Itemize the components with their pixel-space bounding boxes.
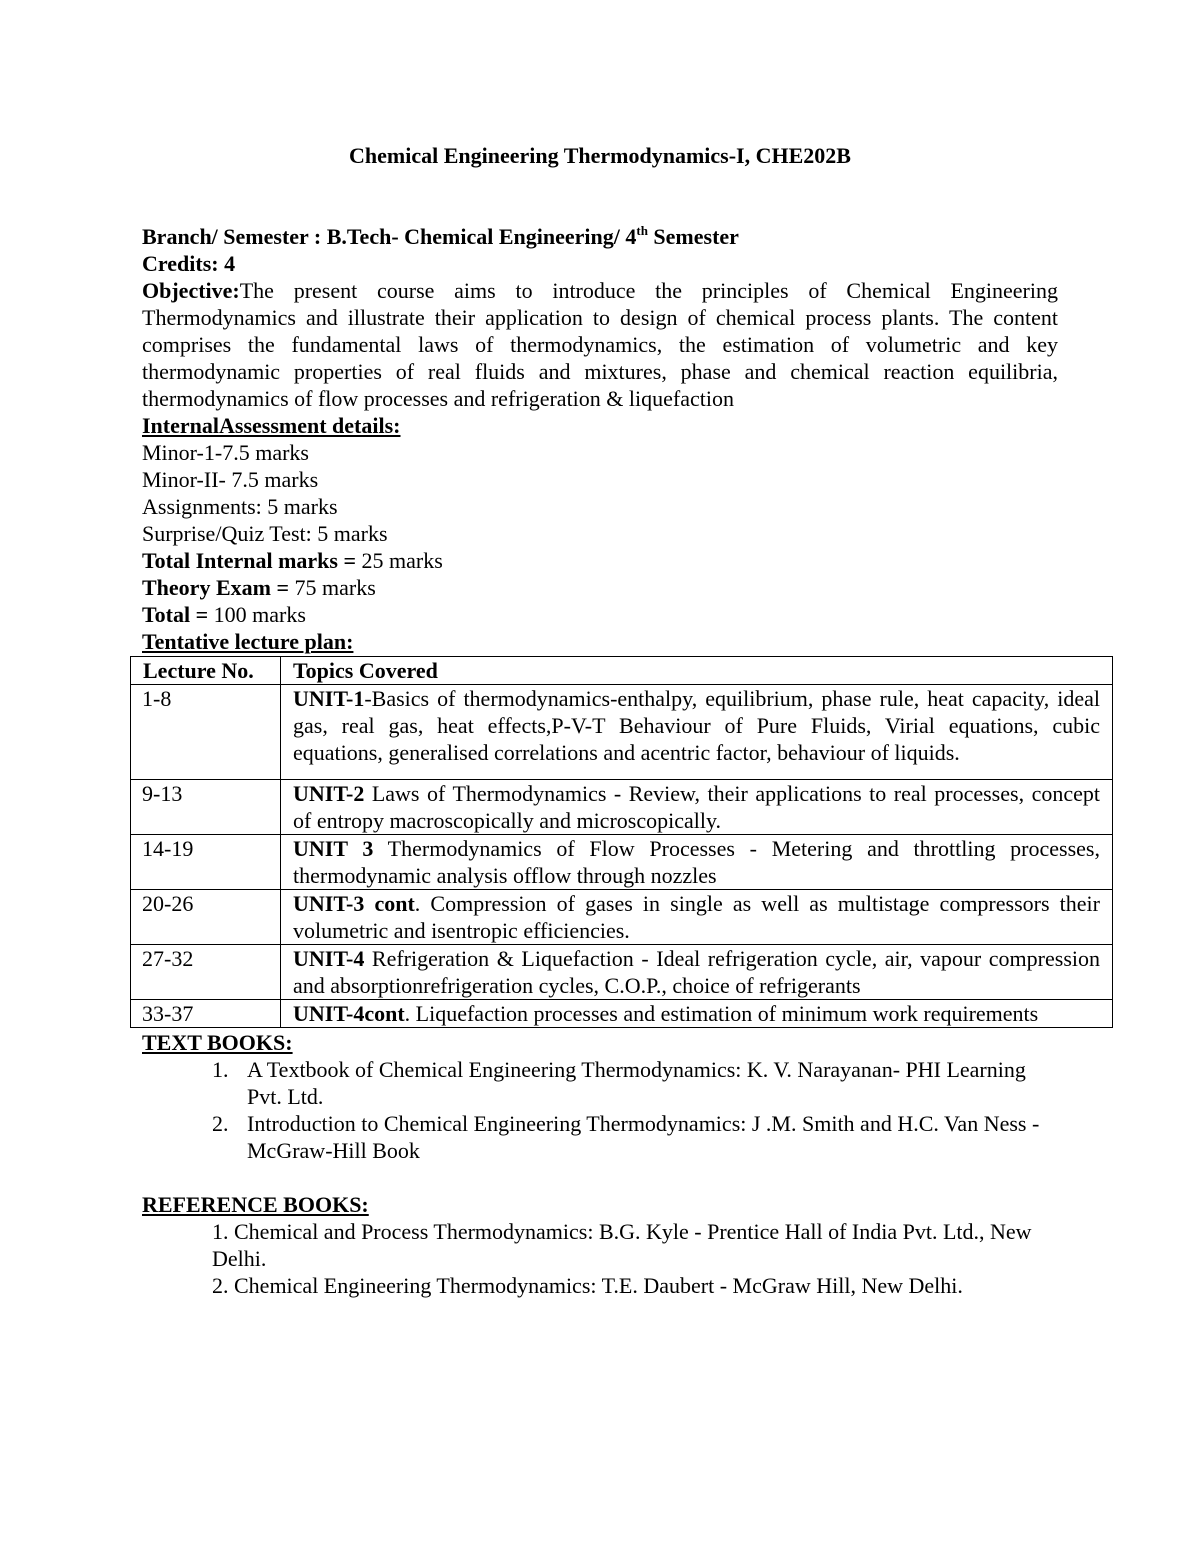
topic-text: Refrigeration & Liquefaction - Ideal refrigeration cycle, air, vapour compression and absorptionrefrigeration cycles, C.O.P., choice of refrigerants — [293, 946, 1100, 998]
theory-exam-value: 75 marks — [294, 575, 376, 600]
assessment-item: Minor-II- 7.5 marks — [142, 467, 319, 492]
total-internal-marks — [142, 547, 1058, 574]
internal-assessment-heading: InternalAssessment details: — [142, 413, 401, 438]
book-text: Introduction to Chemical Engineering Thermodynamics: J .M. Smith and H.C. Van Ness - McGraw-Hill Book — [247, 1111, 1040, 1163]
list-item: 1. Chemical and Process Thermodynamics: B.G. Kyle - Prentice Hall of India Pvt. Ltd., New Delhi. — [212, 1219, 1032, 1271]
lecture-number: 9-13 — [131, 780, 281, 835]
topic-cell — [281, 1000, 1113, 1028]
list-number: 1. — [212, 1057, 229, 1082]
topic-cell — [281, 685, 1113, 780]
lecture-number: 33-37 — [131, 1000, 281, 1028]
topic-cell — [281, 890, 1113, 945]
branch-superscript: th — [636, 223, 648, 238]
text-books-section — [142, 1029, 1058, 1164]
topic-text: Laws of Thermodynamics - Review, their applications to real processes, concept of entropy macroscopically and microscopically. — [293, 781, 1100, 833]
unit-label: UNIT-2 — [293, 781, 365, 806]
lecture-number: 1-8 — [131, 685, 281, 780]
credits: Credits: 4 — [142, 251, 236, 276]
branch-semester — [142, 223, 1058, 250]
table-row — [131, 890, 1113, 945]
table-row — [131, 780, 1113, 835]
table-row — [131, 685, 1113, 780]
lecture-number: 14-19 — [131, 835, 281, 890]
objective — [142, 277, 1058, 412]
unit-label: UNIT-1 — [293, 686, 365, 711]
theory-exam-label: Theory Exam = — [142, 575, 295, 600]
lecture-plan-heading: Tentative lecture plan: — [142, 629, 354, 654]
topic-text: -Basics of thermodynamics-enthalpy, equilibrium, phase rule, heat capacity, ideal gas, real gas, heat effects,P-V-T Behaviour of Pure Fluids, Virial equations, cubic equations, generalised correlations and acentric factor, behaviour of liquids. — [293, 686, 1100, 765]
branch-label: Branch/ Semester : B.Tech- Chemical Engineering/ 4 — [142, 224, 637, 249]
reference-books-heading: REFERENCE BOOKS: — [142, 1192, 369, 1217]
table-row — [131, 945, 1113, 1000]
topic-text: . Liquefaction processes and estimation of minimum work requirements — [404, 1001, 1039, 1026]
topic-text: . Compression of gases in single as well as multistage compressors their volumetric and isentropic efficiencies. — [293, 891, 1100, 943]
topic-cell — [281, 945, 1113, 1000]
topic-text: Thermodynamics of Flow Processes - Metering and throttling processes, thermodynamic analysis offlow through nozzles — [293, 836, 1100, 888]
topic-cell — [281, 835, 1113, 890]
internal-assessment — [142, 412, 1058, 655]
objective-label: Objective: — [142, 278, 240, 303]
text-books-heading: TEXT BOOKS: — [142, 1030, 293, 1055]
list-item — [142, 1110, 1047, 1164]
total-value: 100 marks — [213, 602, 306, 627]
list-item — [142, 1056, 1047, 1110]
unit-label: UNIT-4 — [293, 946, 365, 971]
lecture-number: 27-32 — [131, 945, 281, 1000]
course-title: Chemical Engineering Thermodynamics-I, CHE202B — [349, 143, 851, 168]
table-header-row — [131, 657, 1113, 685]
topic-cell — [281, 780, 1113, 835]
text-books-list — [142, 1056, 1058, 1164]
objective-text: The present course aims to introduce the principles of Chemical Engineering Thermodynamics and illustrate their application to design of chemical process plants. The content comprises the fundamental laws of thermodynamics, the estimation of volumetric and key thermodynamic properties of real fluids and mixtures, phase and chemical reaction equilibria, thermodynamics of flow processes and refrigeration & liquefaction — [142, 278, 1058, 411]
total-label: Total = — [142, 602, 214, 627]
column-header-lecture: Lecture No. — [131, 657, 281, 685]
theory-exam-marks — [142, 574, 1058, 601]
lecture-plan-table — [130, 656, 1113, 1028]
total-internal-label: Total Internal marks = — [142, 548, 362, 573]
unit-label: UNIT-3 cont — [293, 891, 415, 916]
reference-books-section — [142, 1191, 1058, 1299]
unit-label: UNIT-4cont — [293, 1001, 405, 1026]
table-row — [131, 835, 1113, 890]
total-marks — [142, 601, 1058, 628]
assessment-item: Surprise/Quiz Test: 5 marks — [142, 521, 388, 546]
branch-suffix: Semester — [647, 224, 739, 249]
assessment-item: Assignments: 5 marks — [142, 494, 338, 519]
lecture-number: 20-26 — [131, 890, 281, 945]
table-row — [131, 1000, 1113, 1028]
total-internal-value: 25 marks — [361, 548, 443, 573]
book-text: A Textbook of Chemical Engineering Thermodynamics: K. V. Narayanan- PHI Learning Pvt. Ltd. — [247, 1057, 1026, 1109]
unit-label: UNIT 3 — [293, 836, 374, 861]
list-item: 2. Chemical Engineering Thermodynamics: T.E. Daubert - McGraw Hill, New Delhi. — [212, 1273, 963, 1298]
column-header-topics: Topics Covered — [281, 657, 1113, 685]
assessment-item: Minor-1-7.5 marks — [142, 440, 309, 465]
list-number: 2. — [212, 1111, 229, 1136]
